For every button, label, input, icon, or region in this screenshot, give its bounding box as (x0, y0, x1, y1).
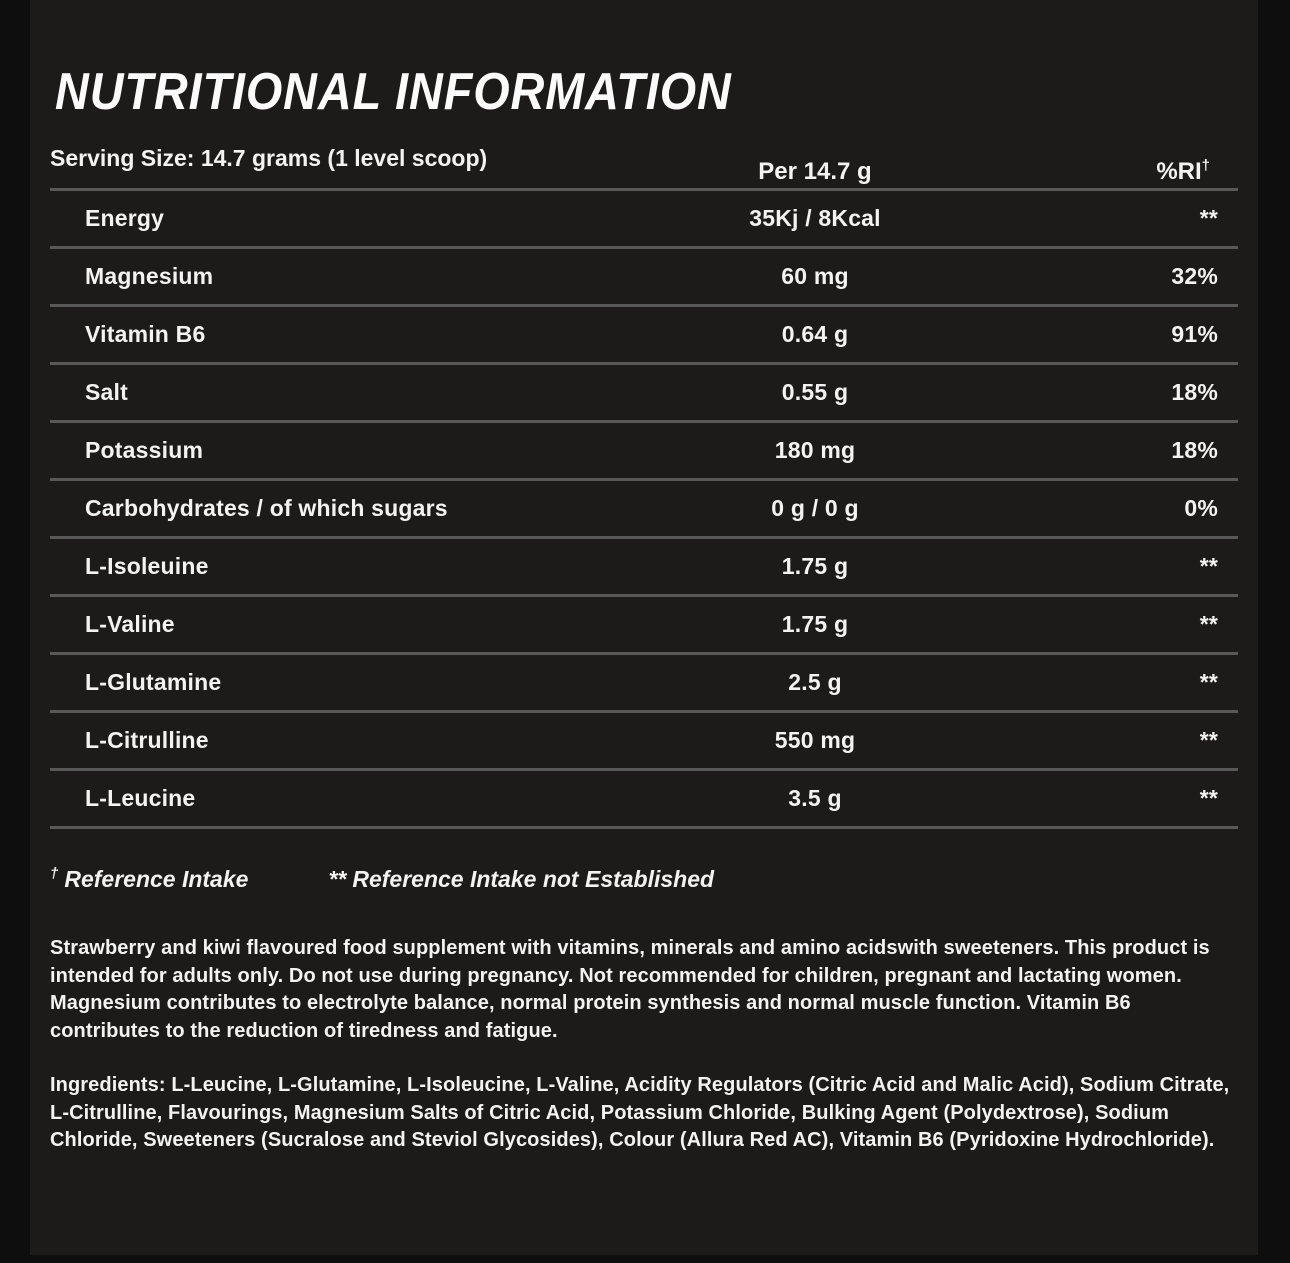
row-ri: ** (1199, 727, 1218, 753)
table-row (50, 710, 1238, 768)
column-header-amount: Per 14.7 g (758, 158, 872, 185)
row-ri: 32% (1171, 263, 1218, 289)
row-amount: 180 mg (774, 437, 856, 463)
footnotes (50, 865, 1238, 893)
table-row (50, 304, 1238, 362)
row-label: Magnesium (85, 263, 214, 289)
ingredients-text: L-Leucine, L-Glutamine, L-Isoleucine, L-Valine, Acidity Regulators (Citric Acid and Malic Acid), Sodium Citrate, L-Citrulline, Flavourings, Magnesium Salts of Citric Acid, Potassium Chloride, Bulking Agent (Polydextrose), Sodium Chloride, Sweeteners (Sucralose and Steviol Glycosides), Colour (Allura Red AC), Vitamin B6 (Pyridoxine Hydrochloride). (50, 1074, 1230, 1151)
row-amount: 1.75 g (781, 611, 849, 637)
table-row (50, 246, 1238, 304)
row-ri: ** (1199, 553, 1218, 579)
table-header (50, 126, 1238, 188)
description-paragraph-1: Strawberry and kiwi flavoured food supplement with vitamins, minerals and amino acidswith sweeteners. This product is intended for adults only. Do not use during pregnancy. Not recommended for children, pregnant and lactating women. (50, 937, 1210, 987)
row-ri: ** (1199, 785, 1218, 811)
description-paragraph-2: Magnesium contributes to electrolyte balance, normal protein synthesis and normal muscle function. Vitamin B6 contributes to the reduction of tiredness and fatigue. (50, 992, 1131, 1042)
row-amount: 0 g / 0 g (771, 495, 859, 521)
row-label: Carbohydrates / of which sugars (85, 495, 448, 521)
column-header-ri (1015, 157, 1240, 188)
table-row (50, 594, 1238, 652)
row-ri: 18% (1171, 379, 1218, 405)
row-amount: 3.5 g (788, 785, 842, 811)
footnote-not-established (328, 866, 714, 893)
row-amount: 0.64 g (781, 321, 849, 347)
table-row (50, 652, 1238, 710)
row-ri: ** (1199, 205, 1218, 231)
row-amount: 2.5 g (788, 669, 842, 695)
row-label: L-Leucine (85, 785, 196, 811)
row-ri: 0% (1184, 495, 1218, 521)
table-row (50, 536, 1238, 594)
nutrition-panel (30, 0, 1258, 1255)
row-label: L-Citrulline (85, 727, 209, 753)
row-label: Energy (85, 205, 165, 231)
row-ri: ** (1199, 611, 1218, 637)
ingredients-block (50, 1072, 1238, 1155)
row-label: L-Isoleuine (85, 553, 209, 579)
dagger-symbol: † (1201, 157, 1210, 174)
ingredients-label: Ingredients: (50, 1074, 166, 1096)
row-amount: 0.55 g (781, 379, 849, 405)
table-row (50, 420, 1238, 478)
nutrition-rows (50, 188, 1238, 829)
row-label: Potassium (85, 437, 204, 463)
footnote-text: Reference Intake (64, 866, 249, 892)
row-amount: 60 mg (781, 263, 849, 289)
double-asterisk-symbol: ** (328, 866, 347, 892)
row-amount: 35Kj / 8Kcal (749, 205, 881, 231)
footnote-text: Reference Intake not Established (352, 866, 715, 892)
row-label: Vitamin B6 (85, 321, 206, 347)
row-amount: 550 mg (774, 727, 856, 753)
table-row (50, 188, 1238, 246)
dagger-symbol: † (50, 865, 59, 882)
row-label: Salt (85, 379, 128, 405)
page-title: NUTRITIONAL INFORMATION (55, 63, 732, 121)
table-row (50, 768, 1238, 826)
table-row (50, 478, 1238, 536)
row-amount: 1.75 g (781, 553, 849, 579)
ri-label: %RI (1156, 158, 1202, 185)
row-ri: 18% (1171, 437, 1218, 463)
row-label: L-Glutamine (85, 669, 222, 695)
row-ri: 91% (1171, 321, 1218, 347)
description-block (50, 935, 1238, 1045)
table-row (50, 362, 1238, 420)
row-label: L-Valine (85, 611, 175, 637)
serving-size: Serving Size: 14.7 grams (1 level scoop) (50, 145, 488, 171)
footnote-reference-intake (50, 865, 248, 893)
row-ri: ** (1199, 669, 1218, 695)
